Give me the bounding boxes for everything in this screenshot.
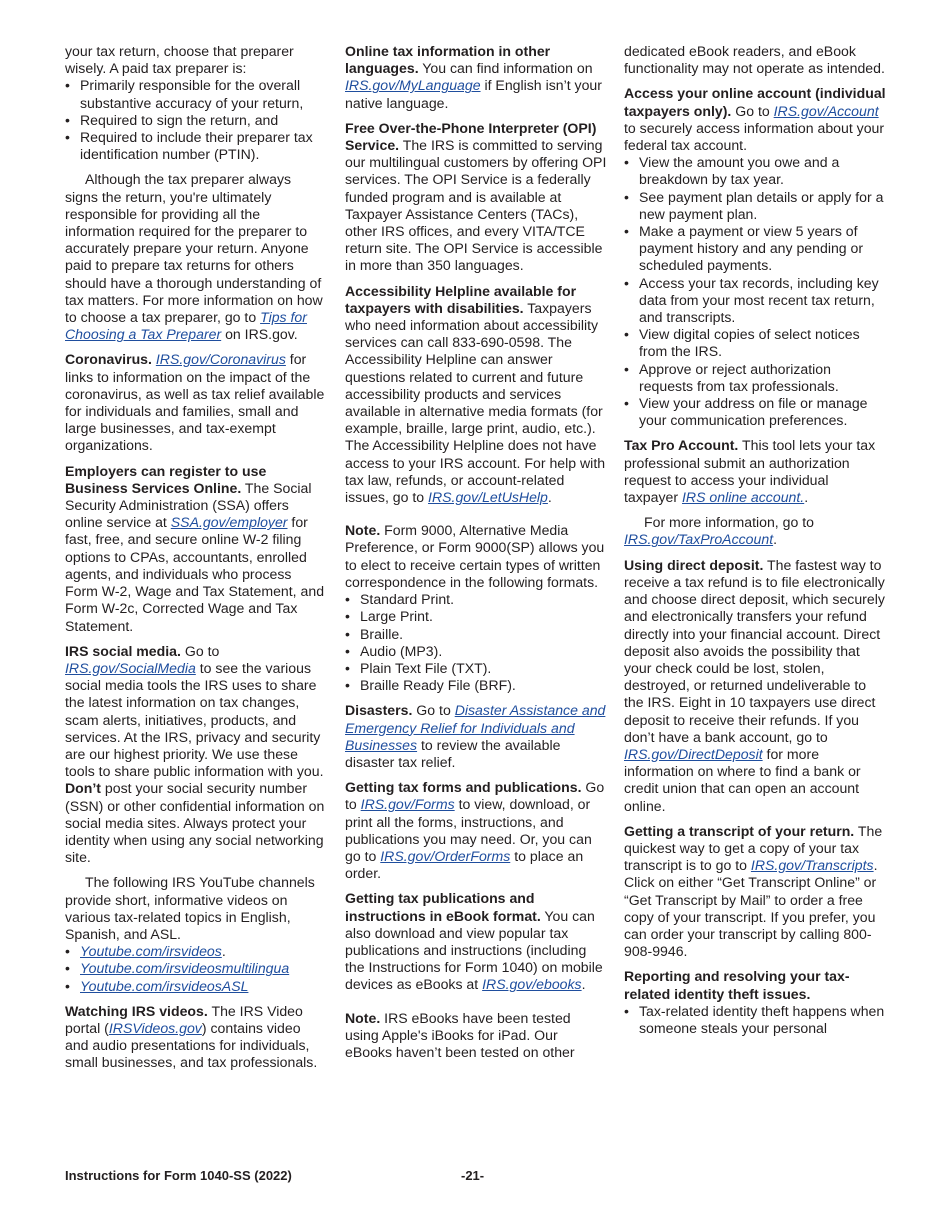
column-1	[65, 43, 327, 1080]
list-item: • Braille Ready File (BRF).	[345, 677, 516, 694]
transcripts-link[interactable]: IRS.gov/Transcripts	[750, 857, 874, 874]
bullet-icon: •	[624, 395, 629, 412]
heading-opi-service: Free Over-the-Phone Interpreter (OPI) Service.	[345, 119, 597, 154]
bullet-icon: •	[65, 111, 70, 128]
irs-ebooks-link[interactable]: IRS.gov/ebooks	[482, 976, 582, 993]
list-item: • Access your tax records, including key data from your most recent tax return, and transcripts.	[624, 274, 879, 326]
media-formats-list	[345, 591, 607, 694]
heading-transcript: Getting a transcript of your return.	[624, 822, 855, 839]
section-coronavirus: Coronavirus. IRS.gov/Coronavirus for links to information on the impact of the coronavirus, as well as tax relief available for individuals and families, small and large businesses, and tax-exempt organizations.	[65, 351, 325, 454]
heading-direct-deposit: Using direct deposit.	[624, 556, 764, 573]
section-accessibility-helpline: Accessibility Helpline available for taxpayers with disabilities. Taxpayers who need information about accessibility services can call 833-690-0598. The Accessibility Helpline can answer questions related to current and future accessibility products and services available in alternative media formats (for example, braille, large print, audio, etc.). The Accessibility Helpline does not have access to your IRS account. For help with tax law, refunds, or account-related issues, go to IRS.gov/LetUsHelp.	[345, 282, 606, 506]
note-form-9000: Note. Form 9000, Alternative Media Preference, or Form 9000(SP) allows you to elect to receive certain types of written correspondence in the following formats.	[345, 522, 605, 590]
list-item: • Large Print.	[345, 608, 433, 625]
heading-tax-forms: Getting tax forms and publications.	[345, 779, 582, 796]
list-item	[65, 978, 327, 995]
ssa-employer-link[interactable]: SSA.gov/employer	[170, 514, 288, 531]
heading-note: Note.	[345, 1009, 381, 1026]
list-item: • Required to sign the return, and	[65, 111, 279, 128]
bullet-icon: •	[624, 223, 629, 240]
bullet-icon: •	[624, 1002, 629, 1019]
list-item: • See payment plan details or apply for a new payment plan.	[624, 188, 884, 222]
bullet-icon: •	[624, 188, 629, 205]
heading-social-media: IRS social media.	[65, 642, 181, 659]
list-item: • Standard Print.	[345, 591, 455, 608]
youtube-multilingua-link[interactable]: Youtube.com/irsvideosmultilingua	[80, 960, 290, 977]
heading-identity-theft: Reporting and resolving your tax-related identity theft issues.	[624, 968, 850, 1002]
paragraph-preparer-responsibility: Although the tax preparer always signs the return, you're ultimately responsible for providing all the information required for the preparer to accurately prepare your return. Anyone paid to prepare tax returns for others should have a thorough understanding of tax matters. For more information on how to choose a tax preparer, go to Tips for Choosing a Tax Preparer on IRS.gov.	[65, 171, 323, 343]
section-other-languages: Online tax information in other languages. You can find information on IRS.gov/MyLanguage if English isn’t your native language.	[345, 43, 602, 111]
column-3	[624, 43, 886, 1037]
bullet-icon: •	[65, 943, 70, 960]
list-item: • Audio (MP3).	[345, 642, 443, 659]
heading-business-services: Employers can register to use Business Services Online.	[65, 462, 267, 496]
youtube-irsvideos-link[interactable]: Youtube.com/irsvideos	[80, 943, 222, 960]
preparer-responsibilities-list	[65, 77, 327, 163]
section-identity-theft	[624, 968, 886, 1002]
section-online-account: Access your online account (individual taxpayers only). Go to IRS.gov/Account to securely access information about your federal tax account.	[624, 85, 886, 154]
bullet-icon: •	[65, 77, 70, 94]
section-direct-deposit: Using direct deposit. The fastest way to receive a tax refund is to file electronically and choose direct deposit, which securely and electronically transfers your refund directly into your financial account. Direct deposit also avoids the possibility that your check could be lost, stolen, destroyed, or returned undeliverable to the IRS. Eight in 10 taxpayers use direct deposit to receive their refunds. If you don’t have a bank account, go to IRS.gov/DirectDeposit for more information on where to find a bank or credit union that can open an account online.	[624, 556, 885, 814]
section-watching-videos: Watching IRS videos. The IRS Video portal (IRSVideos.gov) contains video and audio presentations for individuals, small businesses, and tax professionals.	[65, 1002, 318, 1071]
section-business-services: Employers can register to use Business Services Online. The Social Security Administration (SSA) offers online service at SSA.gov/employer for fast, free, and secure online W-2 filing options to CPAs, accountants, enrolled agents, and individuals who process Form W-2, Wage and Tax Statement, and Form W-2c, Corrected Wage and Tax Statement.	[65, 462, 325, 634]
irs-online-account-link[interactable]: IRS online account.	[681, 489, 805, 506]
list-item: • View your address on file or manage your communication preferences.	[624, 395, 868, 429]
bullet-icon: •	[345, 677, 350, 694]
section-ebooks: Getting tax publications and instructions in eBook format. You can also download and view popular tax publications and instructions (including the Instructions for Form 1040) on mobile devices as eBooks at IRS.gov/ebooks.	[345, 890, 603, 993]
heading-tax-pro-account: Tax Pro Account.	[624, 437, 739, 454]
paragraph-tax-pro-more-info: For more information, go to IRS.gov/TaxProAccount.	[624, 514, 814, 548]
let-us-help-link[interactable]: IRS.gov/LetUsHelp	[428, 489, 548, 506]
irs-forms-link[interactable]: IRS.gov/Forms	[360, 796, 455, 813]
tax-pro-account-link[interactable]: IRS.gov/TaxProAccount	[624, 531, 774, 548]
heading-disasters: Disasters.	[345, 702, 413, 719]
bullet-icon: •	[345, 659, 350, 676]
section-tax-pro-account: Tax Pro Account. This tool lets your tax professional submit an authorization request to access your individual taxpayer IRS online account..	[624, 437, 876, 506]
irs-account-link[interactable]: IRS.gov/Account	[773, 102, 879, 119]
heading-watching-videos: Watching IRS videos.	[65, 1002, 208, 1019]
heading-note: Note.	[345, 522, 381, 539]
list-item: • Approve or reject authorization requests from tax professionals.	[624, 360, 839, 394]
irs-videos-link[interactable]: IRSVideos.gov	[108, 1019, 202, 1036]
online-account-features-list	[624, 154, 886, 429]
list-item: • View the amount you owe and a breakdown by tax year.	[624, 154, 840, 188]
identity-theft-list	[624, 1003, 886, 1037]
heading-coronavirus: Coronavirus.	[65, 351, 152, 368]
list-item: • Braille.	[345, 625, 404, 642]
section-tax-forms: Getting tax forms and publications. Go to IRS.gov/Forms to view, download, or print all the forms, instructions, and publications you may need. Or, you can go to IRS.gov/OrderForms to place an order.	[345, 779, 605, 882]
social-media-link[interactable]: IRS.gov/SocialMedia	[65, 659, 196, 676]
youtube-channels-list	[65, 943, 327, 995]
bullet-icon: •	[65, 977, 70, 994]
tips-choosing-preparer-link[interactable]: Tips for Choosing a Tax Preparer	[65, 309, 307, 343]
bullet-icon: •	[345, 625, 350, 642]
bullet-icon: •	[624, 360, 629, 377]
list-item: • Required to include their preparer tax identification number (PTIN).	[65, 129, 313, 163]
footer-form-title: Instructions for Form 1040-SS (2022)	[65, 1168, 292, 1183]
list-item: • Primarily responsible for the overall substantive accuracy of your return,	[65, 77, 304, 111]
youtube-asl-link[interactable]: Youtube.com/irsvideosASL	[80, 977, 249, 994]
heading-accessibility-helpline: Accessibility Helpline available for taxpayers with disabilities.	[345, 282, 577, 316]
bullet-icon: •	[624, 154, 629, 171]
heading-ebooks: Getting tax publications and instructions in eBook format.	[345, 890, 541, 924]
bullet-icon: •	[345, 591, 350, 608]
bullet-icon: •	[624, 326, 629, 343]
bullet-icon: •	[345, 608, 350, 625]
disaster-assistance-link[interactable]: Disaster Assistance and Emergency Relief for Individuals and Businesses	[345, 702, 606, 753]
list-item: • Plain Text File (TXT).	[345, 659, 492, 676]
note-ebooks-tested: Note. IRS eBooks have been tested using Apple's iBooks for iPad. Our eBooks haven’t been tested on other	[345, 1009, 575, 1060]
heading-online-account: Access your online account (individual taxpayers only).	[624, 85, 886, 119]
paragraph-ebook-readers: dedicated eBook readers, and eBook functionality may not operate as intended.	[624, 43, 885, 77]
bullet-icon: •	[345, 642, 350, 659]
section-opi-service: Free Over-the-Phone Interpreter (OPI) Service. The IRS is committed to serving our multilingual customers by offering OPI services. The OPI Service is a federally funded program and is available at Taxpayer Assistance Centers (TACs), other IRS offices, and every VITA/TCE return site. The OPI Service is accessible in more than 350 languages.	[345, 119, 607, 274]
section-transcript: Getting a transcript of your return. The quickest way to get a copy of your tax transcript is to go to IRS.gov/Transcripts. Click on either “Get Transcript Online” or “Get Transcript by Mail” to order a free copy of your transcript. If you prefer, you can order your transcript by calling 800-908-9946.	[624, 822, 883, 960]
bullet-icon: •	[624, 274, 629, 291]
list-item: • Make a payment or view 5 years of payment history and any pending or scheduled payments.	[624, 223, 864, 274]
page-number: -21-	[461, 1168, 485, 1183]
heading-other-languages: Online tax information in other languages.	[345, 43, 551, 77]
direct-deposit-link[interactable]: IRS.gov/DirectDeposit	[624, 745, 763, 762]
order-forms-link[interactable]: IRS.gov/OrderForms	[380, 847, 511, 864]
list-item	[65, 960, 327, 977]
section-social-media: IRS social media. Go to IRS.gov/SocialMedia to see the various social media tools the IRS uses to share the latest information on tax changes, scam alerts, initiatives, products, and services. At the IRS, privacy and security are our highest priority. We use these tools to share public information with you. Don’t post your social security number (SSN) or other confidential information on social media sites. Always protect your identity when using any social networking site.	[65, 642, 325, 866]
bullet-icon: •	[65, 960, 70, 977]
list-item: • Youtube.com/irsvideos.	[65, 943, 226, 960]
paragraph-youtube-intro: The following IRS YouTube channels provide short, informative videos on various tax-related topics in English, Spanish, and ASL.	[65, 874, 315, 942]
section-disasters: Disasters. Go to Disaster Assistance and Emergency Relief for Individuals and Businesses to review the available disaster tax relief.	[345, 702, 606, 770]
my-language-link[interactable]: IRS.gov/MyLanguage	[345, 77, 481, 94]
coronavirus-link[interactable]: IRS.gov/Coronavirus	[155, 351, 286, 368]
paragraph-choose-preparer: your tax return, choose that preparer wisely. A paid tax preparer is:	[65, 43, 294, 77]
list-item: • View digital copies of select notices from the IRS.	[624, 326, 860, 360]
list-item: • Tax-related identity theft happens when someone steals your personal	[624, 1002, 885, 1036]
column-2	[345, 43, 607, 1069]
bullet-icon: •	[65, 129, 70, 146]
